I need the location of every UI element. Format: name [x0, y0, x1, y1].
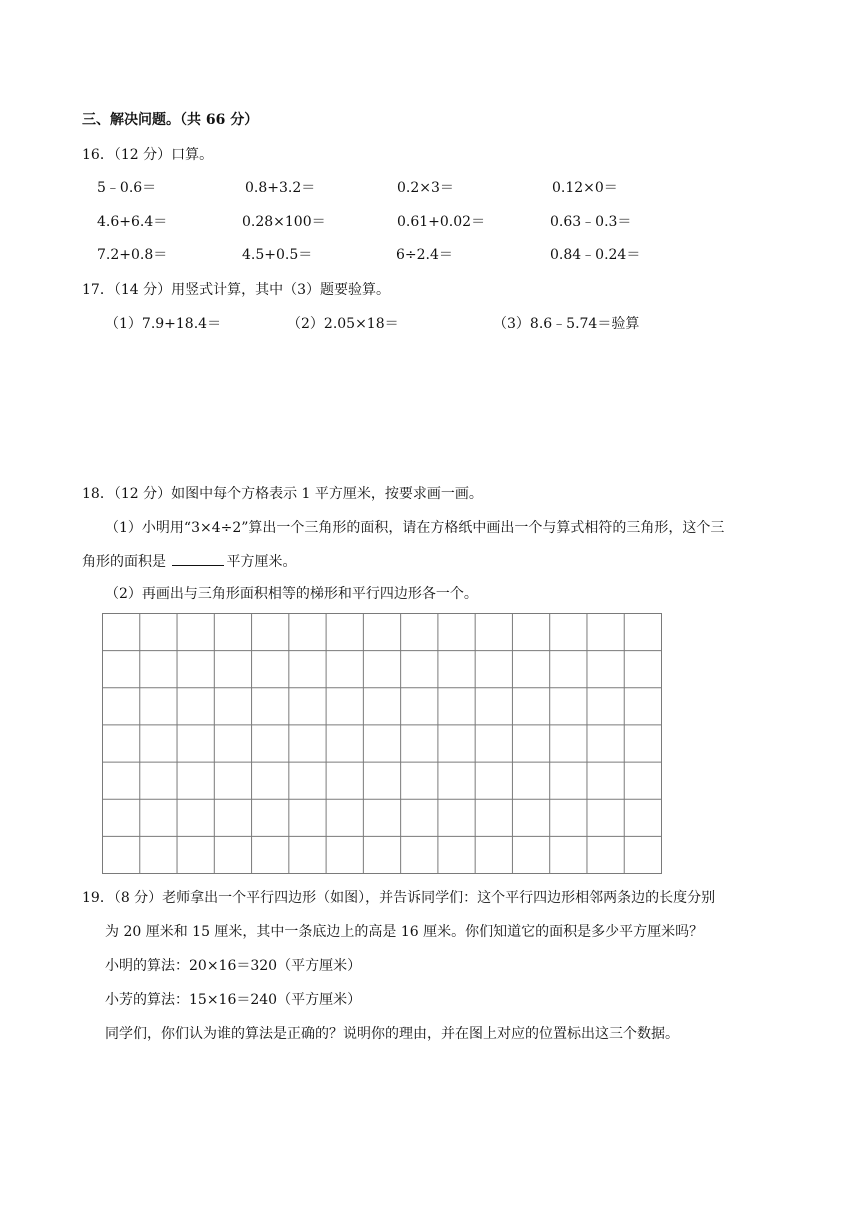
q18-part1-suffix: 平方厘米。: [226, 554, 297, 570]
q16-item: 6÷2.4＝: [396, 247, 453, 263]
q16-item: 5﹣0.6＝: [97, 180, 157, 196]
q16-item: 0.12×0＝: [552, 180, 618, 196]
answer-blank[interactable]: [172, 551, 224, 566]
q17-item: （2）2.05×18＝: [287, 316, 399, 332]
q18-part1-line1: （1）小明用“3×4÷2”算出一个三角形的面积，请在方格纸中画出一个与算式相符的三角形，这个三: [105, 520, 725, 536]
section-title: 三、解决问题。（共 66 分）: [82, 112, 259, 128]
q16-item: 0.63﹣0.3＝: [550, 214, 632, 230]
q19-line2: 为 20 厘米和 15 厘米，其中一条底边上的高是 16 厘米。你们知道它的面积是多少平方厘米吗？: [105, 924, 704, 940]
q19-question: 同学们，你们认为谁的算法是正确的？说明你的理由，并在图上对应的位置标出这三个数据。: [105, 1026, 679, 1042]
q18-part2: （2）再画出与三角形面积相等的梯形和平行四边形各一个。: [105, 586, 478, 602]
q17-item: （1）7.9+18.4＝: [105, 316, 222, 332]
q16-item: 0.61+0.02＝: [397, 214, 486, 230]
q19-xiaofang: 小芳的算法：15×16＝240（平方厘米）: [105, 992, 362, 1008]
q16-item: 0.8+3.2＝: [245, 180, 316, 196]
q18-part1-prefix: 角形的面积是: [82, 554, 166, 570]
q18-part1-line2: [82, 551, 296, 572]
q16-item: 4.5+0.5＝: [242, 247, 313, 263]
q16-item: 0.28×100＝: [242, 214, 326, 230]
q18-header: 18．（12 分）如图中每个方格表示 1 平方厘米，按要求画一画。: [82, 486, 483, 502]
q16-item: 0.2×3＝: [397, 180, 454, 196]
q16-item: 7.2+0.8＝: [97, 247, 168, 263]
q17-item: （3）8.6﹣5.74＝验算: [493, 316, 640, 332]
q16-header: 16．（12 分）口算。: [82, 147, 214, 163]
q16-item: 0.84﹣0.24＝: [550, 247, 641, 263]
q19-xiaoming: 小明的算法：20×16＝320（平方厘米）: [105, 958, 362, 974]
q16-item: 4.6+6.4＝: [97, 214, 168, 230]
square-grid[interactable]: [102, 613, 662, 874]
q17-header: 17．（14 分）用竖式计算，其中（3）题要验算。: [82, 282, 390, 298]
q19-line1: 19．（8 分）老师拿出一个平行四边形（如图），并告诉同学们：这个平行四边形相邻两条边的长度分别: [82, 890, 716, 906]
